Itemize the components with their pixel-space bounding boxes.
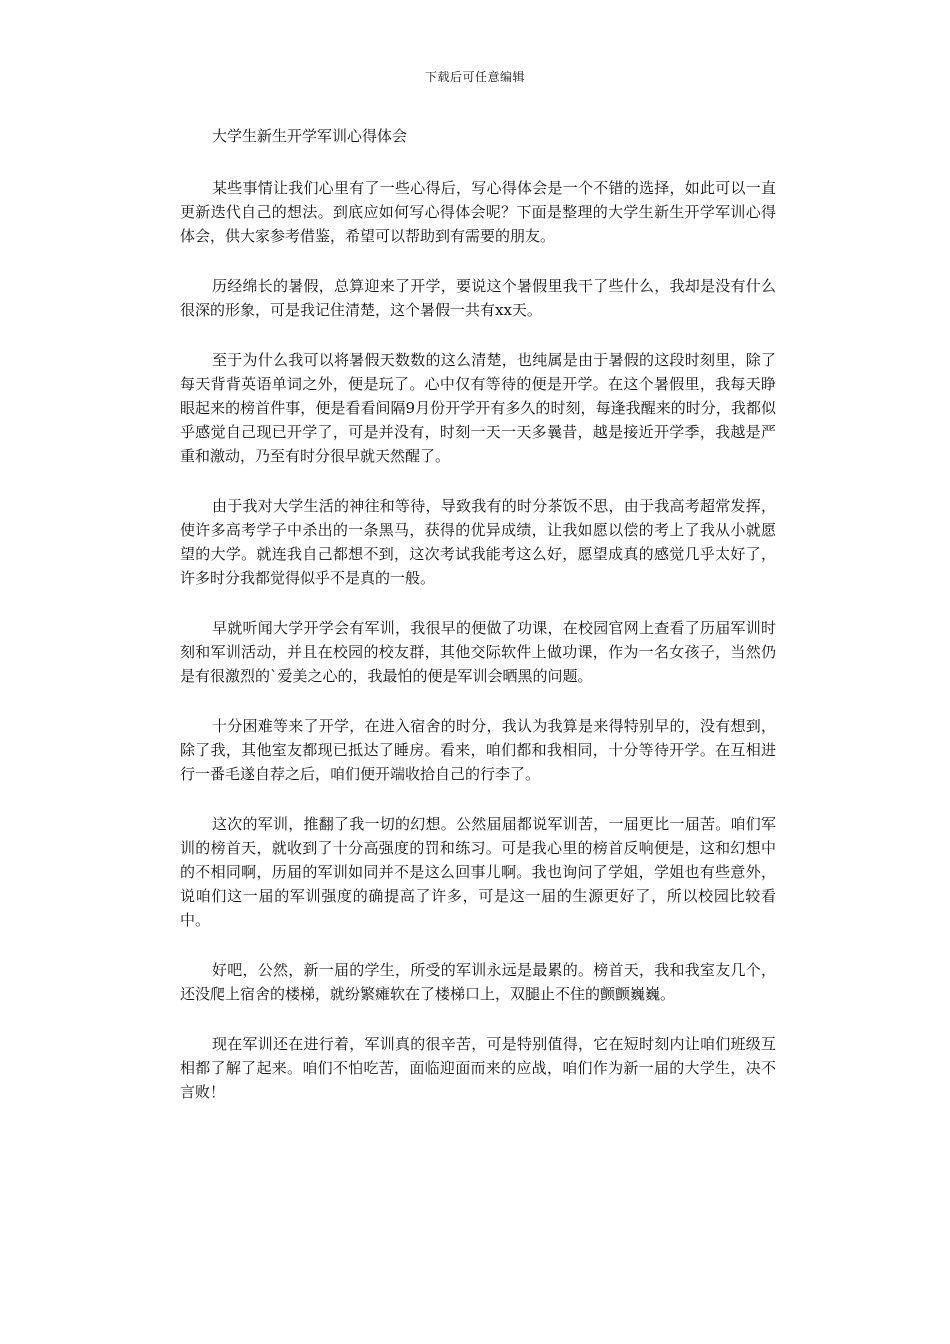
- document-title: 大学生新生开学军训心得体会: [212, 127, 408, 145]
- document-body: [180, 124, 776, 1130]
- paragraph-5: 早就听闻大学开学会有军训，我很早的便做了功课，在校园官网上查看了历届军训时刻和军训活动，并且在校园的校友群，其他交际软件上做功课，作为一名女孩子，当然仍是有很激烈的`爱美之心的，我最怕的便是军训会晒黑的问题。: [180, 619, 776, 685]
- paragraph-9: 现在军训还在进行着，军训真的很辛苦，可是特别值得，它在短时刻内让咱们班级互相都了解了起来。咱们不怕吃苦，面临迎面而来的应战，咱们作为新一届的大学生，决不言败！: [180, 1035, 776, 1101]
- paragraph-8: 好吧，公然，新一届的学生，所受的军训永远是最累的。榜首天，我和我室友几个，还没爬上宿舍的楼梯，就纷繁瘫软在了楼梯口上，双腿止不住的颤颤巍巍。: [180, 961, 776, 1003]
- header-note: 下载后可任意编辑: [424, 70, 525, 84]
- paragraph-3: 至于为什么我可以将暑假天数数的这么清楚，也纯属是由于暑假的这段时刻里，除了每天背背英语单词之外，便是玩了。心中仅有等待的便是开学。在这个暑假里，我每天睁眼起来的榜首件事，便是看看间隔9月份开学开有多久的时刻，每逢我醒来的时分，我都似乎感觉自己现已开学了，可是并没有，时刻一天一天多曩昔，越是接近开学季，我越是严重和激动，乃至有时分很早就天然醒了。: [180, 351, 776, 465]
- paragraph-7: 这次的军训，推翻了我一切的幻想。公然届届都说军训苦，一届更比一届苦。咱们军训的榜首天，就收到了十分高强度的罚和练习。可是我心里的榜首反响便是，这和幻想中的不相同啊，历届的军训如同并不是这么回事儿啊。我也询问了学姐，学姐也有些意外，说咱们这一届的军训强度的确提高了许多，可是这一届的生源更好了，所以校园比较看中。: [180, 815, 776, 929]
- paragraph-6: 十分困难等来了开学，在进入宿舍的时分，我认为我算是来得特别早的，没有想到，除了我，其他室友都现已抵达了睡房。看来，咱们都和我相同，十分等待开学。在互相进行一番毛遂自荐之后，咱们便开端收拾自己的行李了。: [180, 717, 776, 783]
- paragraph-4: 由于我对大学生活的神往和等待，导致我有的时分茶饭不思，由于我高考超常发挥，使许多高考学子中杀出的一条黑马，获得的优异成绩，让我如愿以偿的考上了我从小就愿望的大学。就连我自己都想不到，这次考试我能考这么好，愿望成真的感觉几乎太好了，许多时分我都觉得似乎不是真的一般。: [180, 497, 776, 587]
- paragraph-1: 某些事情让我们心里有了一些心得后，写心得体会是一个不错的选择，如此可以一直更新迭代自己的想法。到底应如何写心得体会呢？下面是整理的大学生新生开学军训心得体会，供大家参考借鉴，希望可以帮助到有需要的朋友。: [180, 179, 776, 245]
- paragraph-2: 历经绵长的暑假，总算迎来了开学，要说这个暑假里我干了些什么，我却是没有什么很深的形象，可是我记住清楚，这个暑假一共有xx天。: [180, 277, 776, 319]
